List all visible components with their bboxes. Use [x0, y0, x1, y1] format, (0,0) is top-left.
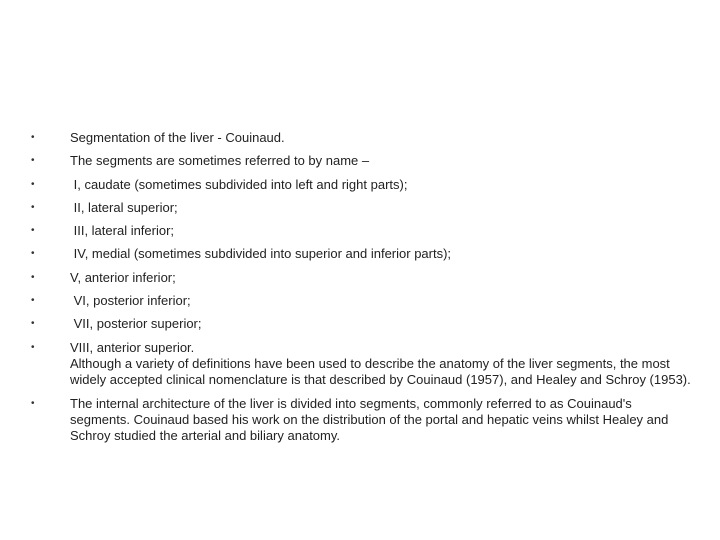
list-item-text: VI, posterior inferior; [70, 293, 191, 309]
bullet-icon: • [31, 271, 35, 283]
list-item-text: I, caudate (sometimes subdivided into left and right parts); [70, 176, 408, 192]
list-item [24, 223, 694, 239]
bullet-icon: • [31, 341, 35, 353]
list-item [24, 316, 694, 332]
bullet-icon: • [31, 225, 35, 237]
bullet-icon: • [31, 248, 35, 260]
bullet-list [24, 130, 694, 451]
list-item-continuation: Although a variety of definitions have been used to describe the anatomy of the liver segments, the most widely accepted clinical nomenclature is that described by Couinaud (1957), and Healey and Schroy (1953). [70, 355, 691, 388]
bullet-icon: • [31, 155, 35, 167]
list-item [24, 270, 694, 286]
list-item [24, 246, 694, 262]
list-item-text: Segmentation of the liver - Couinaud. [70, 130, 285, 145]
list-item [24, 177, 694, 193]
list-item-text: II, lateral superior; [70, 199, 178, 215]
list-item-text: V, anterior inferior; [70, 269, 176, 285]
bullet-icon: • [31, 201, 35, 213]
bullet-icon: • [31, 132, 35, 143]
list-item-text: III, lateral inferior; [70, 223, 175, 239]
list-item [24, 396, 694, 445]
list-item [24, 200, 694, 216]
list-item-text: IV, medial (sometimes subdivided into superior and inferior parts); [70, 246, 452, 262]
list-item [24, 293, 694, 309]
list-item-text: The segments are sometimes referred to by name – [70, 153, 370, 169]
list-item [24, 340, 694, 389]
bullet-icon: • [31, 318, 35, 330]
bullet-icon: • [31, 397, 35, 409]
list-item [24, 130, 694, 146]
bullet-icon: • [31, 178, 35, 190]
bullet-icon: • [31, 295, 35, 307]
list-item [24, 153, 694, 169]
list-item-text: VII, posterior superior; [70, 316, 202, 332]
list-item-text: The internal architecture of the liver is divided into segments, commonly referred to as Couinaud's segments. Couinaud based his work on the distribution of the portal and hepatic veins whilst Healey and Schroy studied the arterial and biliary anatomy. [70, 395, 669, 444]
list-item-text: VIII, anterior superior. [70, 339, 195, 355]
